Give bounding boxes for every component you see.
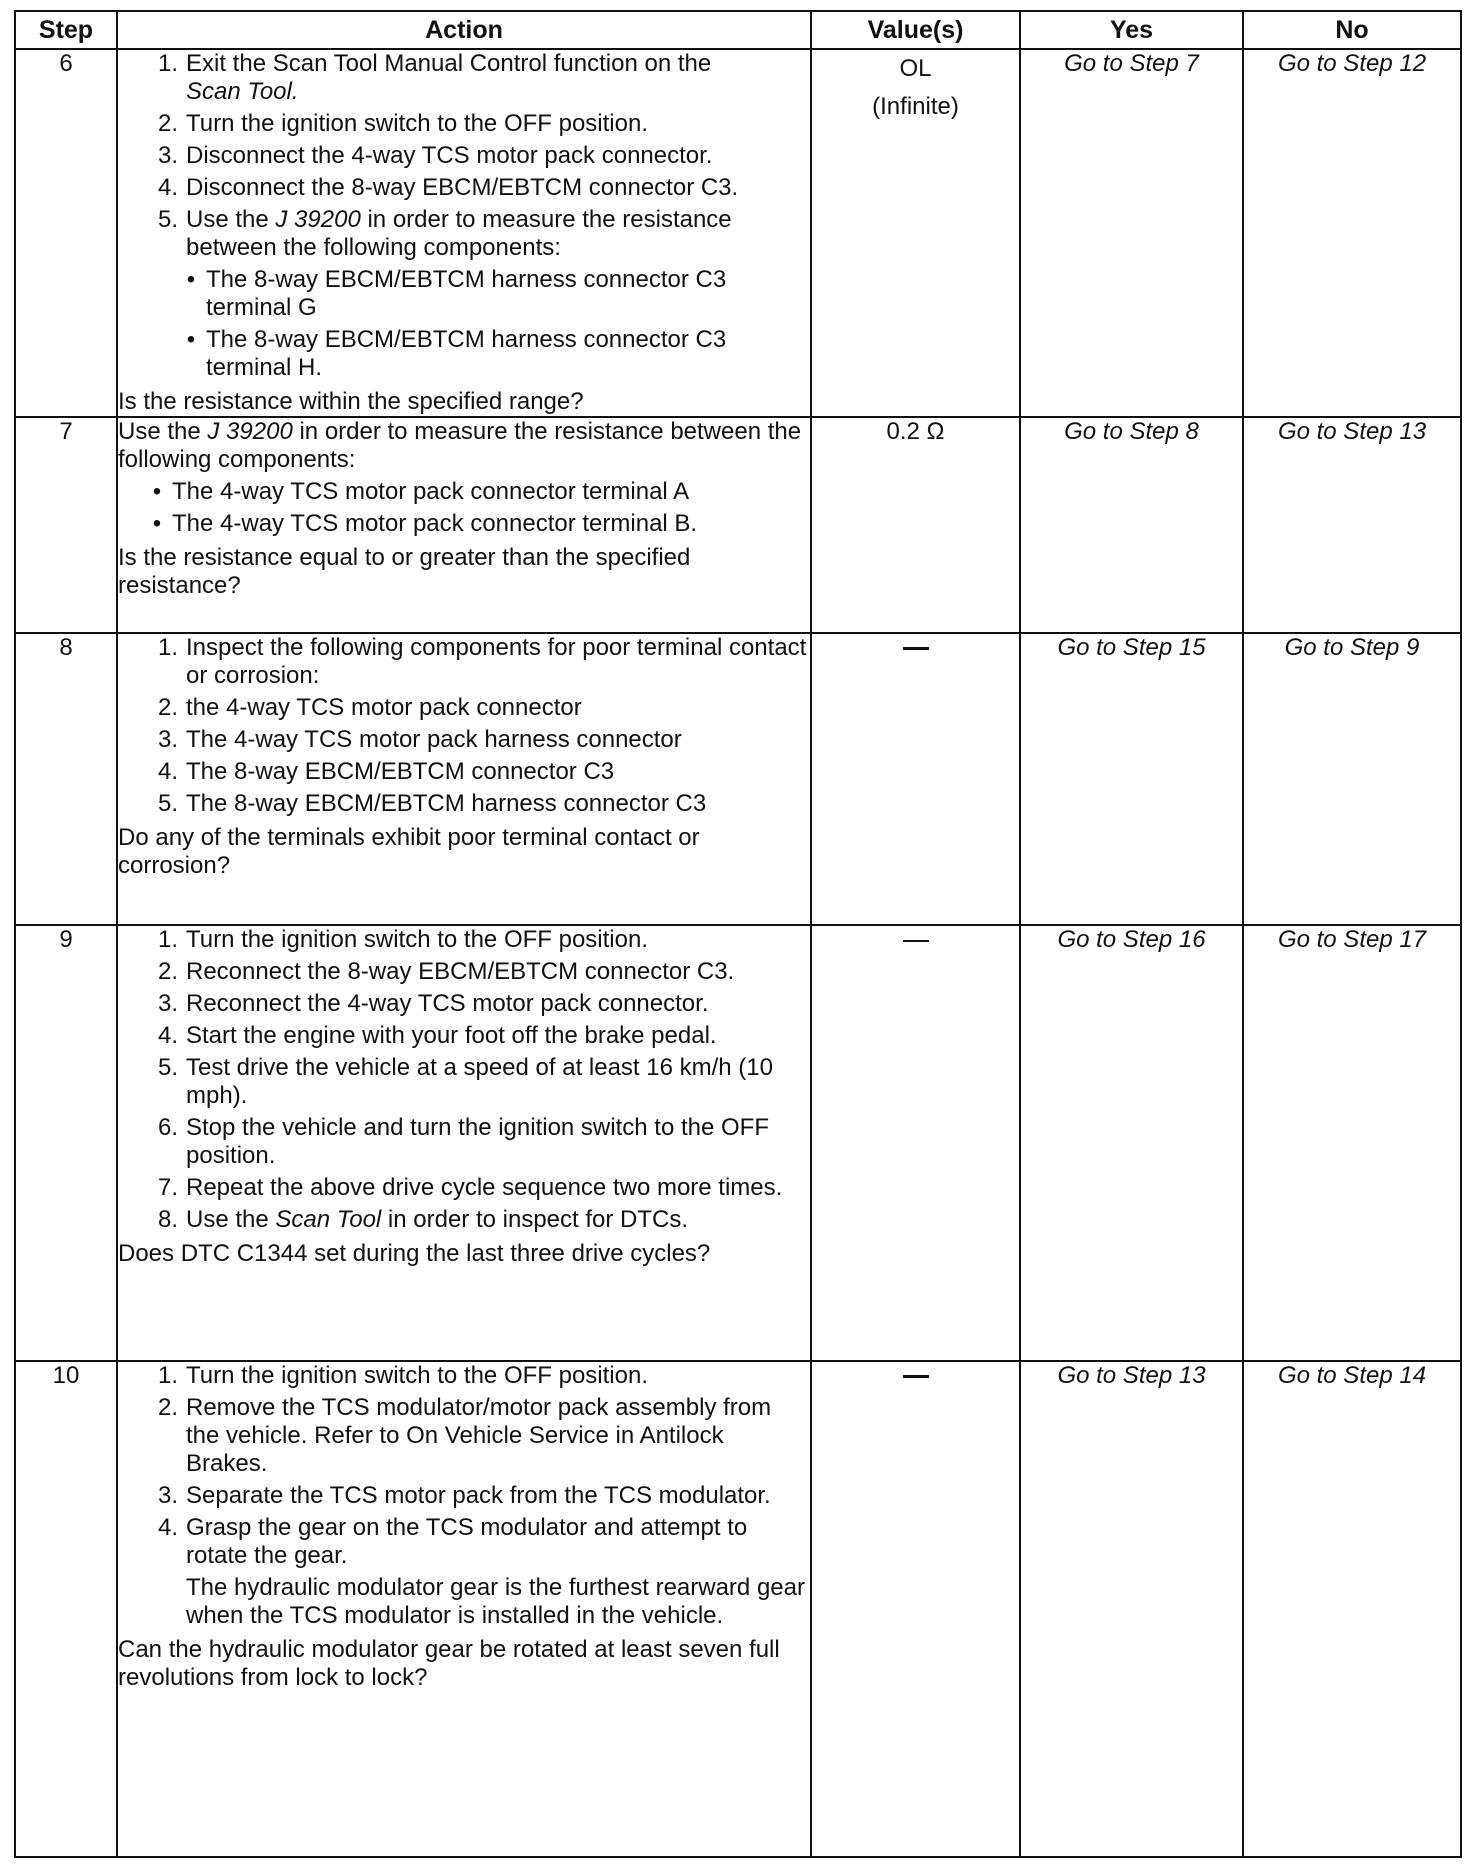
action-item: 1. Inspect the following components for poor terminal contact or corrosion: [157,634,807,689]
no-cell: Go to Step 13 [1243,417,1461,633]
action-item: 1. Turn the ignition switch to the OFF position. [157,1362,648,1389]
no-cell: Go to Step 12 [1243,49,1461,417]
action-question: Can the hydraulic modulator gear be rotated at least seven full revolutions from lock to lock? [118,1636,780,1691]
action-bullet: • The 8-way EBCM/EBTCM harness connector C3 terminal H. [186,326,727,381]
action-item: 8. Use the Scan Tool in order to inspect for DTCs. [157,1206,689,1233]
yes-cell: Go to Step 7 [1020,49,1243,417]
action-item: 3. The 4-way TCS motor pack harness connector [157,726,682,753]
action-item: 6. Stop the vehicle and turn the ignition switch to the OFF position. [157,1114,769,1169]
dash-mark [903,1375,929,1378]
dash-mark [903,940,929,942]
action-cell [117,1361,811,1857]
action-item: 2. Remove the TCS modulator/motor pack assembly from the vehicle. Refer to On Vehicle Service in Antilock Brakes. [157,1394,772,1477]
action-intro: Use the J 39200 in order to measure the resistance between the following components: [118,418,802,473]
action-cell [117,633,811,925]
action-item: 2. Reconnect the 8-way EBCM/EBTCM connector C3. [157,958,735,985]
table-row-step-7 [15,417,1461,633]
step-number: 10 [15,1361,117,1857]
value-cell [811,1361,1020,1857]
action-question: Is the resistance within the specified range? [118,388,584,415]
action-item: 3. Disconnect the 4-way TCS motor pack connector. [157,142,713,169]
action-question: Is the resistance equal to or greater than the specified resistance? [118,544,691,599]
step-number: 7 [15,417,117,633]
header-no: No [1243,11,1461,49]
header-values: Value(s) [811,11,1020,49]
action-item: 2. the 4-way TCS motor pack connector [157,694,582,721]
yes-cell: Go to Step 8 [1020,417,1243,633]
no-cell: Go to Step 14 [1243,1361,1461,1857]
action-question: Do any of the terminals exhibit poor terminal contact or corrosion? [118,824,700,879]
action-cell [117,49,811,417]
action-item: 3. Reconnect the 4-way TCS motor pack connector. [157,990,709,1017]
value-cell: 0.2 Ω [811,417,1020,633]
value-sub: (Infinite) [872,93,959,120]
yes-cell: Go to Step 15 [1020,633,1243,925]
header-row [15,11,1461,49]
header-action: Action [117,11,811,49]
table-row-step-10 [15,1361,1461,1857]
action-bullet: • The 4-way TCS motor pack connector terminal A [152,478,690,505]
yes-cell: Go to Step 13 [1020,1361,1243,1857]
action-item: 4. Grasp the gear on the TCS modulator and attempt to rotate the gear. [157,1514,748,1569]
value-cell [811,49,1020,417]
table-row-step-6 [15,49,1461,417]
action-item: 7. Repeat the above drive cycle sequence two more times. [157,1174,783,1201]
step-number: 9 [15,925,117,1361]
action-item: 3. Separate the TCS motor pack from the TCS modulator. [157,1482,771,1509]
header-yes: Yes [1020,11,1243,49]
no-cell: Go to Step 9 [1243,633,1461,925]
action-question: Does DTC C1344 set during the last three drive cycles? [118,1240,711,1267]
header-step: Step [15,11,117,49]
action-cell [117,417,811,633]
value-cell [811,925,1020,1361]
yes-cell: Go to Step 16 [1020,925,1243,1361]
no-cell: Go to Step 17 [1243,925,1461,1361]
action-item: 4. Disconnect the 8-way EBCM/EBTCM connector C3. [157,174,739,201]
action-bullet: • The 8-way EBCM/EBTCM harness connector C3 terminal G [186,266,727,321]
action-item: 1. Turn the ignition switch to the OFF position. [157,926,648,953]
diagnostic-table [14,10,1462,1858]
value-cell [811,633,1020,925]
table-row-step-8 [15,633,1461,925]
step-number: 6 [15,49,117,417]
table-row-step-9 [15,925,1461,1361]
value-main: OL [899,55,932,82]
action-item: 1. Exit the Scan Tool Manual Control function on the Scan Tool. [157,50,712,105]
action-item: 4. The 8-way EBCM/EBTCM connector C3 [157,758,615,785]
action-cell [117,925,811,1361]
action-item: 5. The 8-way EBCM/EBTCM harness connector C3 [157,790,707,817]
dash-mark [903,647,929,650]
action-item: 4. Start the engine with your foot off the brake pedal. [157,1022,717,1049]
action-item: 5. Test drive the vehicle at a speed of at least 16 km/h (10 mph). [157,1054,773,1109]
step-number: 8 [15,633,117,925]
action-item: 2. Turn the ignition switch to the OFF position. [157,110,648,137]
action-item: 5. Use the J 39200 in order to measure the resistance between the following components: [157,206,732,261]
action-note: The hydraulic modulator gear is the furthest rearward gear when the TCS modulator is installed in the vehicle. [186,1574,805,1629]
action-bullet: • The 4-way TCS motor pack connector terminal B. [152,510,698,537]
